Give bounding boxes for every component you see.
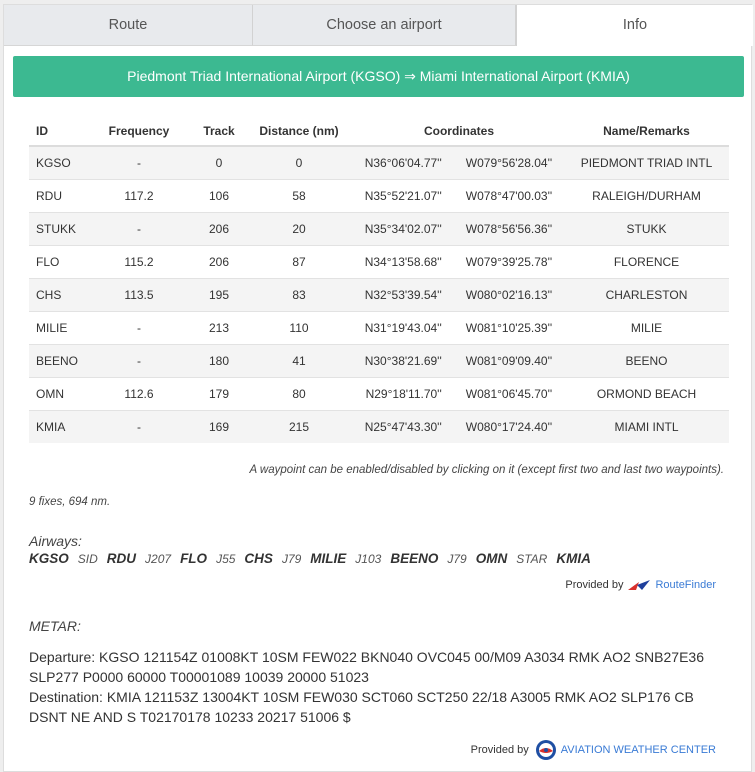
waypoint-row[interactable] bbox=[29, 344, 729, 377]
airway-fix: RDU bbox=[106, 551, 137, 566]
waypoint-track: 206 bbox=[194, 212, 244, 245]
airway-fix: OMN bbox=[475, 551, 508, 566]
waypoint-row[interactable] bbox=[29, 212, 729, 245]
waypoint-track: 179 bbox=[194, 377, 244, 410]
waypoint-longitude: W081°10'25.39'' bbox=[454, 311, 564, 344]
header-frequency: Frequency bbox=[84, 116, 194, 146]
waypoint-longitude: W081°09'09.40'' bbox=[454, 344, 564, 377]
waypoint-distance: 110 bbox=[244, 311, 354, 344]
airways-route bbox=[29, 551, 600, 566]
waypoint-longitude: W078°47'00.03'' bbox=[454, 179, 564, 212]
waypoint-name: CHARLESTON bbox=[564, 278, 729, 311]
waypoint-track: 206 bbox=[194, 245, 244, 278]
waypoint-longitude: W081°06'45.70'' bbox=[454, 377, 564, 410]
waypoint-track: 195 bbox=[194, 278, 244, 311]
waypoint-distance: 58 bbox=[244, 179, 354, 212]
airway-segment: STAR bbox=[516, 552, 548, 566]
waypoint-id: MILIE bbox=[29, 311, 84, 344]
waypoint-longitude: W080°17'24.40'' bbox=[454, 410, 564, 443]
waypoint-distance: 41 bbox=[244, 344, 354, 377]
airway-segment: J207 bbox=[145, 552, 172, 566]
waypoint-id: RDU bbox=[29, 179, 84, 212]
airway-fix: KGSO bbox=[29, 551, 69, 566]
header-track: Track bbox=[194, 116, 244, 146]
waypoint-name: FLORENCE bbox=[564, 245, 729, 278]
waypoint-name: PIEDMONT TRIAD INTL bbox=[564, 146, 729, 179]
waypoint-longitude: W079°56'28.04'' bbox=[454, 146, 564, 179]
metar-block bbox=[29, 647, 729, 727]
waypoint-longitude: W080°02'16.13'' bbox=[454, 278, 564, 311]
waypoint-row[interactable] bbox=[29, 410, 729, 443]
waypoint-frequency: 113.5 bbox=[84, 278, 194, 311]
tab-bar bbox=[4, 5, 753, 46]
airway-segment: J79 bbox=[281, 552, 302, 566]
routefinder-credit bbox=[565, 579, 716, 591]
header-coordinates: Coordinates bbox=[354, 116, 564, 146]
waypoint-name: BEENO bbox=[564, 344, 729, 377]
waypoint-latitude: N30°38'21.69'' bbox=[354, 344, 454, 377]
waypoint-latitude: N31°19'43.04'' bbox=[354, 311, 454, 344]
waypoint-distance: 0 bbox=[244, 146, 354, 179]
waypoint-frequency: - bbox=[84, 212, 194, 245]
waypoint-name: RALEIGH/DURHAM bbox=[564, 179, 729, 212]
waypoint-track: 106 bbox=[194, 179, 244, 212]
waypoint-row[interactable] bbox=[29, 179, 729, 212]
waypoint-latitude: N29°18'11.70'' bbox=[354, 377, 454, 410]
waypoint-distance: 83 bbox=[244, 278, 354, 311]
waypoint-frequency: 117.2 bbox=[84, 179, 194, 212]
waypoint-table bbox=[29, 116, 729, 443]
header-name: Name/Remarks bbox=[564, 116, 729, 146]
routefinder-logo-icon bbox=[627, 579, 651, 591]
waypoint-row[interactable] bbox=[29, 146, 729, 179]
waypoint-frequency: - bbox=[84, 344, 194, 377]
waypoint-latitude: N25°47'43.30'' bbox=[354, 410, 454, 443]
waypoint-frequency: - bbox=[84, 146, 194, 179]
waypoint-track: 0 bbox=[194, 146, 244, 179]
waypoint-frequency: - bbox=[84, 410, 194, 443]
waypoint-row[interactable] bbox=[29, 311, 729, 344]
waypoint-latitude: N36°06'04.77'' bbox=[354, 146, 454, 179]
metar-departure: Departure: KGSO 121154Z 01008KT 10SM FEW022 BKN040 OVC045 00/M09 A3034 RMK AO2 SNB27E36 SLP277 P0000 60000 T00001089 10039 20000 51023 bbox=[29, 649, 704, 685]
waypoint-latitude: N32°53'39.54'' bbox=[354, 278, 454, 311]
tab-choose-airport[interactable]: Choose an airport bbox=[253, 5, 516, 46]
route-summary: 9 fixes, 694 nm. bbox=[29, 496, 111, 508]
waypoint-longitude: W078°56'56.36'' bbox=[454, 212, 564, 245]
awc-logo-icon bbox=[535, 739, 557, 761]
waypoint-id: KMIA bbox=[29, 410, 84, 443]
waypoint-row[interactable] bbox=[29, 377, 729, 410]
airway-segment: J103 bbox=[355, 552, 382, 566]
waypoint-distance: 20 bbox=[244, 212, 354, 245]
waypoint-name: ORMOND BEACH bbox=[564, 377, 729, 410]
airway-segment: J55 bbox=[216, 552, 236, 566]
info-panel bbox=[3, 4, 752, 772]
waypoint-toggle-note: A waypoint can be enabled/disabled by clicking on it (except first two and last two waypoints). bbox=[249, 464, 724, 476]
tab-route[interactable]: Route bbox=[4, 5, 253, 46]
waypoint-frequency: 112.6 bbox=[84, 377, 194, 410]
routefinder-link[interactable]: RouteFinder bbox=[655, 579, 716, 591]
waypoint-frequency: 115.2 bbox=[84, 245, 194, 278]
waypoint-row[interactable] bbox=[29, 245, 729, 278]
header-distance: Distance (nm) bbox=[244, 116, 354, 146]
waypoint-id: CHS bbox=[29, 278, 84, 311]
waypoint-name: MILIE bbox=[564, 311, 729, 344]
waypoint-row[interactable] bbox=[29, 278, 729, 311]
waypoint-track: 169 bbox=[194, 410, 244, 443]
awc-link[interactable]: AVIATION WEATHER CENTER bbox=[560, 744, 716, 756]
waypoint-track: 180 bbox=[194, 344, 244, 377]
airway-fix: MILIE bbox=[310, 551, 347, 566]
waypoint-track: 213 bbox=[194, 311, 244, 344]
airway-fix: KMIA bbox=[556, 551, 591, 566]
waypoint-id: FLO bbox=[29, 245, 84, 278]
metar-label: METAR: bbox=[29, 618, 81, 634]
waypoint-distance: 87 bbox=[244, 245, 354, 278]
airway-segment: J79 bbox=[447, 552, 467, 566]
provided-by-label: Provided by bbox=[470, 744, 529, 756]
tab-info[interactable]: Info bbox=[516, 5, 753, 46]
waypoint-latitude: N34°13'58.68'' bbox=[354, 245, 454, 278]
airway-fix: CHS bbox=[244, 551, 273, 566]
waypoint-id: OMN bbox=[29, 377, 84, 410]
waypoint-distance: 80 bbox=[244, 377, 354, 410]
airway-segment: SID bbox=[77, 552, 98, 566]
metar-destination: Destination: KMIA 121153Z 13004KT 10SM FEW030 SCT060 SCT250 22/18 A3005 RMK AO2 SLP176 CB DSNT NE AND S T02170178 10233 20217 51006 $ bbox=[29, 689, 694, 725]
waypoint-longitude: W079°39'25.78'' bbox=[454, 245, 564, 278]
header-id: ID bbox=[29, 116, 84, 146]
airway-fix: BEENO bbox=[390, 551, 439, 566]
waypoint-frequency: - bbox=[84, 311, 194, 344]
table-header-row bbox=[29, 116, 729, 146]
waypoint-distance: 215 bbox=[244, 410, 354, 443]
provided-by-label: Provided by bbox=[565, 579, 624, 591]
waypoint-latitude: N35°34'02.07'' bbox=[354, 212, 454, 245]
airways-label: Airways: bbox=[29, 533, 82, 549]
route-banner: Piedmont Triad International Airport (KGSO) ⇒ Miami International Airport (KMIA) bbox=[13, 56, 744, 97]
waypoint-name: MIAMI INTL bbox=[564, 410, 729, 443]
airway-fix: FLO bbox=[180, 551, 208, 566]
waypoint-id: STUKK bbox=[29, 212, 84, 245]
awc-credit bbox=[471, 739, 716, 761]
waypoint-id: BEENO bbox=[29, 344, 84, 377]
waypoint-id: KGSO bbox=[29, 146, 84, 179]
waypoint-latitude: N35°52'21.07'' bbox=[354, 179, 454, 212]
waypoint-name: STUKK bbox=[564, 212, 729, 245]
